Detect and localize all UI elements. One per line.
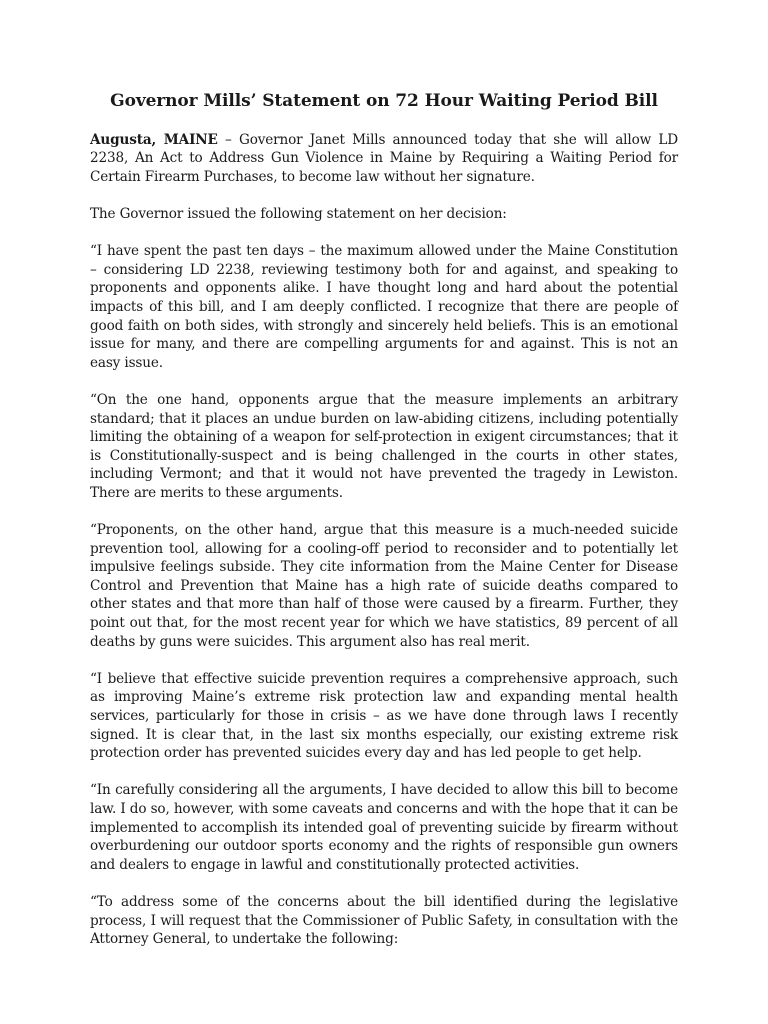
- document-title: Governor Mills’ Statement on 72 Hour Waiting Period Bill: [110, 91, 658, 111]
- paragraph-requests: “To address some of the concerns about the bill identified during the legislative process, I will request that the Commissioner of Public Safety, in consultation with the Attorney General, to undertake the following:: [90, 893, 678, 948]
- paragraph-deliberation: “I have spent the past ten days – the maximum allowed under the Maine Constitution – considering LD 2238, reviewing testimony both for and against, and speaking to proponents and opponents alike. I have thought long and hard about the potential impacts of this bill, and I am deeply conflicted. I recognize that there are people of good faith on both sides, with strongly and sincerely held beliefs. This is an emotional issue for many, and there are compelling arguments for and against. This is not an easy issue.: [90, 243, 678, 371]
- lead-text: – Governor Janet Mills announced today that she will allow LD 2238, An Act to Address Gun Violence in Maine by Requiring a Waiting Period for Certain Firearm Purchases, to become law without her signature.: [90, 131, 678, 185]
- paragraph-decision: “In carefully considering all the arguments, I have decided to allow this bill to become law. I do so, however, with some caveats and concerns and with the hope that it can be implemented to accomplish its intended goal of preventing suicide by firearm without overburdening our outdoor sports economy and the rights of responsible gun owners and dealers to engage in lawful and constitutionally protected activities.: [90, 782, 678, 873]
- lead-paragraph: [90, 131, 678, 187]
- paragraph-suicide-prevention: “I believe that effective suicide prevention requires a comprehensive approach, such as improving Maine’s extreme risk protection law and expanding mental health services, particularly for those in crisis – as we have done through laws I recently signed. It is clear that, in the last six months especially, our existing extreme risk protection order has prevented suicides every day and has led people to get help.: [90, 670, 678, 762]
- document-page: [90, 92, 678, 967]
- dateline: Augusta, MAINE: [90, 131, 218, 148]
- paragraph-opponents: “On the one hand, opponents argue that the measure implements an arbitrary standard; that it places an undue burden on law-abiding citizens, including potentially limiting the obtaining of a weapon for self-protection in exigent circumstances; that it is Constitutionally-suspect and is being challenged in the courts in other states, including Vermont; and that it would not have prevented the tragedy in Lewiston. There are merits to these arguments.: [90, 391, 678, 501]
- paragraph-intro-statement: The Governor issued the following statement on her decision:: [90, 205, 507, 222]
- paragraph-proponents: “Proponents, on the other hand, argue that this measure is a much-needed suicide prevention tool, allowing for a cooling-off period to reconsider and to potentially let impulsive feelings subside. They cite information from the Maine Center for Disease Control and Prevention that Maine has a high rate of suicide deaths compared to other states and that more than half of those were caused by a firearm. Further, they point out that, for the most recent year for which we have statistics, 89 percent of all deaths by guns were suicides. This argument also has real merit.: [90, 522, 678, 650]
